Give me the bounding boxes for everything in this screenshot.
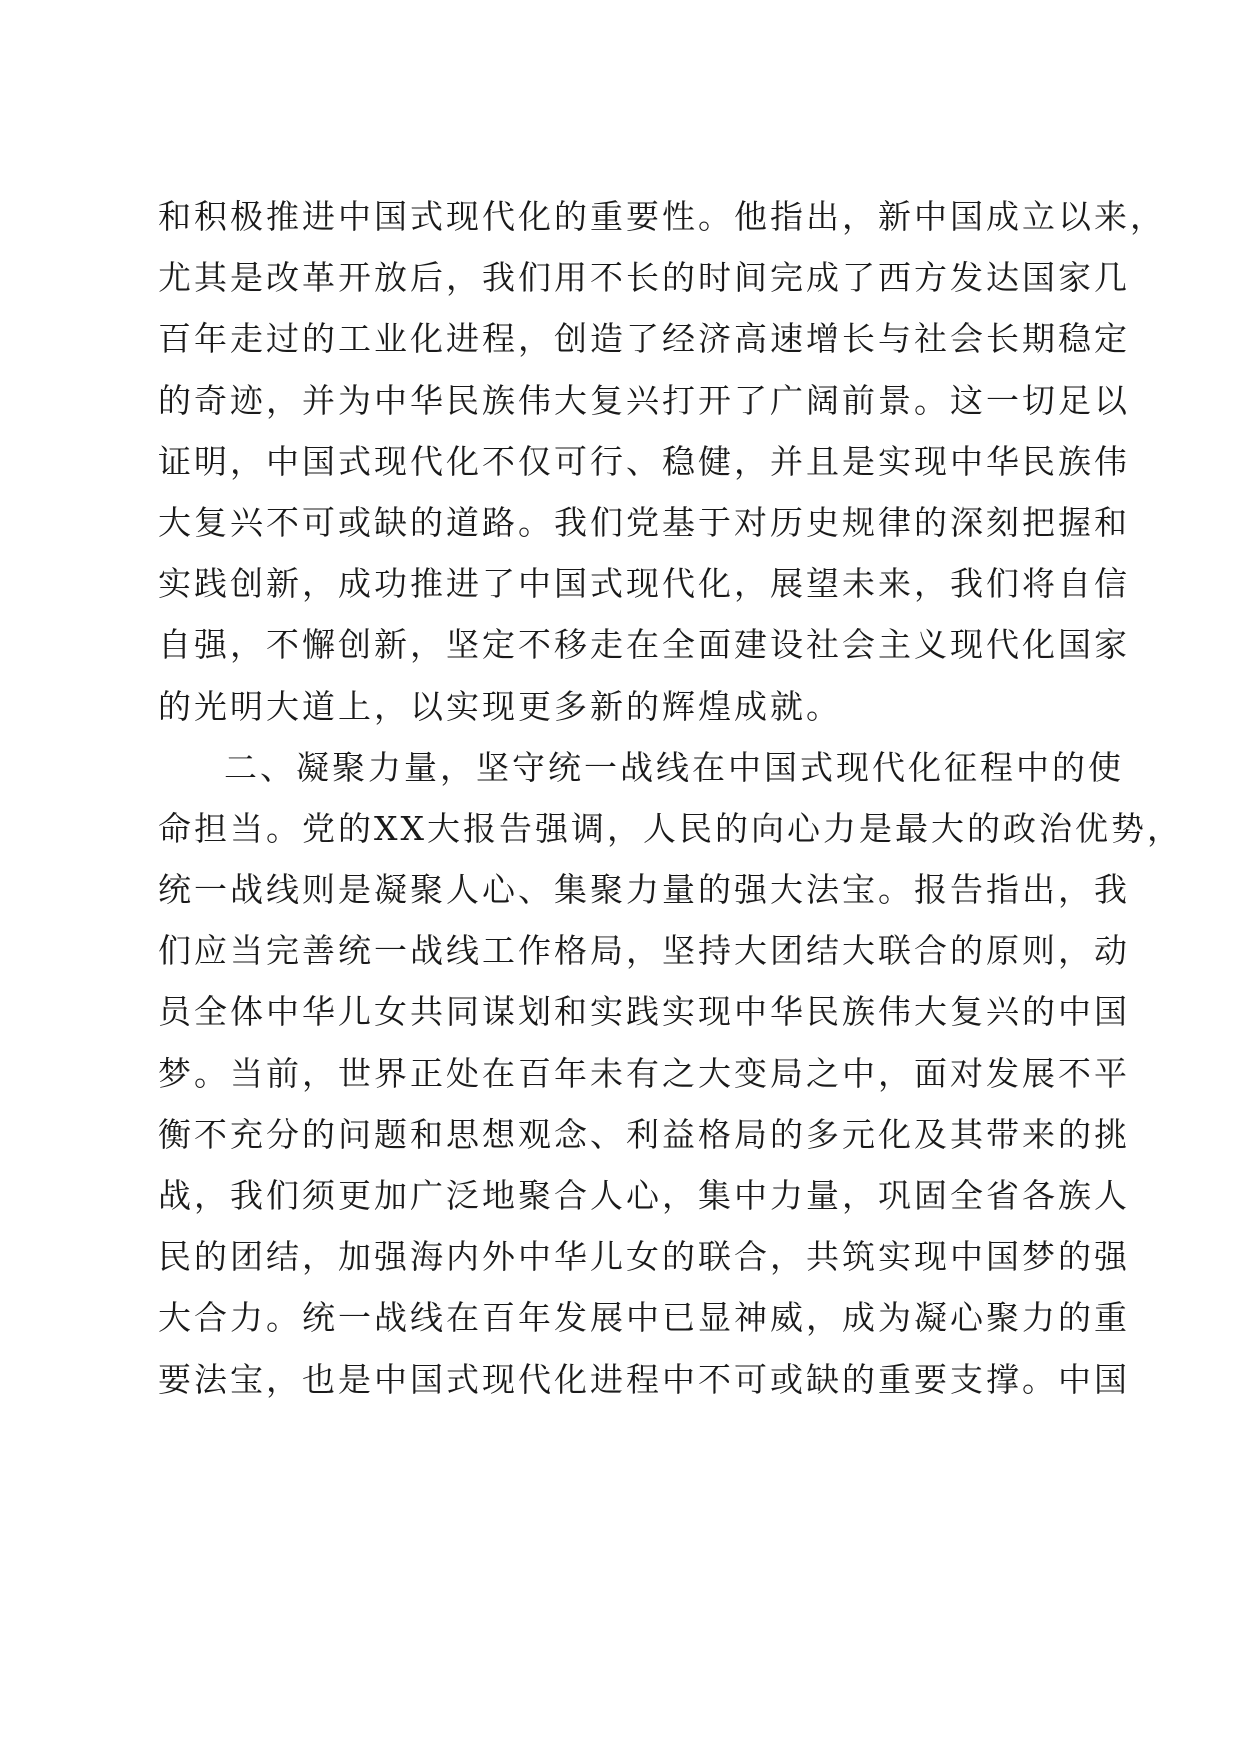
text-line: 百年走过的工业化进程，创造了经济高速增长与社会长期稳定 bbox=[158, 319, 1130, 359]
text-line: 大复兴不可或缺的道路。我们党基于对历史规律的深刻把握和 bbox=[158, 502, 1130, 542]
text-line: 民的团结，加强海内外中华儿女的联合，共筑实现中国梦的强 bbox=[158, 1237, 1130, 1277]
text-line: 证明，中国式现代化不仅可行、稳健，并且是实现中华民族伟 bbox=[158, 441, 1130, 481]
text-line: 自强，不懈创新，坚定不移走在全面建设社会主义现代化国家 bbox=[158, 625, 1130, 665]
text-line: 尤其是改革开放后，我们用不长的时间完成了西方发达国家几 bbox=[158, 258, 1130, 298]
text-line: 和积极推进中国式现代化的重要性。他指出，新中国成立以来， bbox=[158, 197, 1166, 236]
text-line: 战，我们须更加广泛地聚合人心，集中力量，巩固全省各族人 bbox=[158, 1176, 1130, 1215]
section-heading-line: 二、凝聚力量，坚守统一战线在中国式现代化征程中的使 bbox=[224, 747, 1124, 787]
text-line: 要法宝，也是中国式现代化进程中不可或缺的重要支撑。中国 bbox=[158, 1359, 1130, 1399]
text-line: 实践创新，成功推进了中国式现代化，展望未来，我们将自信 bbox=[158, 564, 1130, 604]
text-line: 员全体中华儿女共同谋划和实践实现中华民族伟大复兴的中国 bbox=[158, 992, 1130, 1032]
text-line: 的奇迹，并为中华民族伟大复兴打开了广阔前景。这一切足以 bbox=[158, 380, 1130, 420]
body-text bbox=[158, 186, 1183, 1410]
text-line: 统一战线则是凝聚人心、集聚力量的强大法宝。报告指出，我 bbox=[158, 870, 1130, 910]
text-line: 命担当。党的XX大报告强调，人民的向心力是最大的政治优势， bbox=[158, 808, 1183, 848]
text-line: 们应当完善统一战线工作格局，坚持大团结大联合的原则，动 bbox=[158, 931, 1130, 971]
text-line: 梦。当前，世界正处在百年未有之大变局之中，面对发展不平 bbox=[158, 1053, 1130, 1093]
text-line: 大合力。统一战线在百年发展中已显神威，成为凝心聚力的重 bbox=[158, 1298, 1130, 1338]
text-line: 衡不充分的问题和思想观念、利益格局的多元化及其带来的挑 bbox=[158, 1114, 1130, 1154]
paragraph-end-line: 的光明大道上，以实现更多新的辉煌成就。 bbox=[158, 686, 842, 726]
